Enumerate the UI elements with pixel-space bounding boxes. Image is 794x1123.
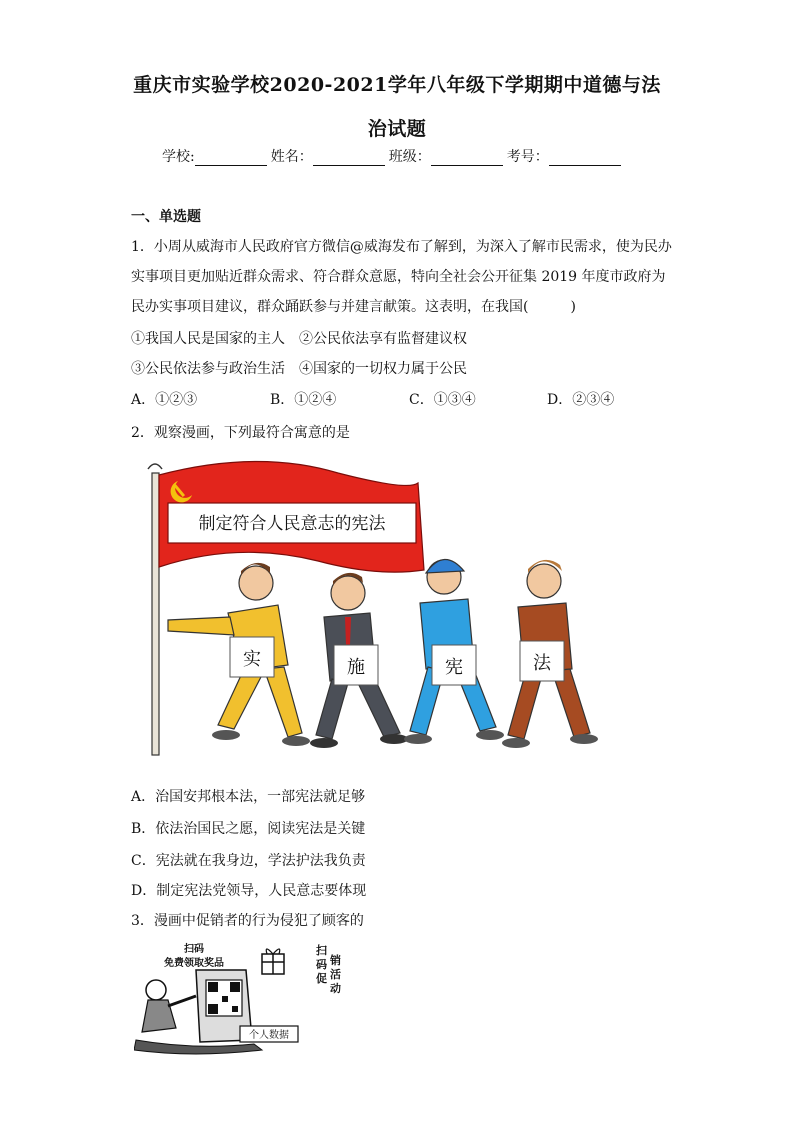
q3-stem: 3．漫画中促销者的行为侵犯了顾客的 bbox=[131, 913, 364, 929]
side-char: 动 bbox=[330, 982, 341, 995]
side-char: 促 bbox=[316, 972, 327, 985]
constitution-cartoon bbox=[138, 455, 608, 760]
exam-no-label: 考号： bbox=[506, 149, 549, 165]
doc-title-line1: 重庆市实验学校2020-2021学年八年级下学期期中道德与法 bbox=[133, 74, 661, 96]
q1-line: 实事项目更加贴近群众需求、符合群众意愿，特向全社会公开征集 2019 年度市政府为 bbox=[131, 269, 666, 285]
flag-text: 制定符合人民意志的宪法 bbox=[198, 514, 386, 534]
q1-line: 1．小周从威海市人民政府官方微信@威海发布了解到，为深入了解市民需求，使为民办 bbox=[131, 239, 672, 255]
sign-shi2 bbox=[334, 645, 378, 685]
student-info-row bbox=[162, 146, 625, 166]
q2-stem: 2．观察漫画，下列最符合寓意的是 bbox=[131, 425, 350, 441]
section-heading: 一、单选题 bbox=[131, 209, 201, 225]
sign-text: 法 bbox=[533, 653, 551, 674]
exam-no-blank[interactable] bbox=[549, 151, 621, 166]
q1-statement: ③公民依法参与政治生活 ④国家的一切权力属于公民 bbox=[131, 361, 467, 377]
q1-option-d[interactable]: D．②③④ bbox=[547, 392, 615, 408]
cartoon-text: 个人数据 bbox=[249, 1030, 289, 1041]
q1-option-a[interactable]: A．①②③ bbox=[131, 392, 198, 408]
sign-fa bbox=[520, 641, 564, 681]
doc-title-line2: 治试题 bbox=[367, 118, 427, 140]
q1-option-b[interactable]: B．①②④ bbox=[270, 392, 337, 408]
sign-xian bbox=[432, 645, 476, 685]
side-char: 活 bbox=[330, 968, 341, 981]
q2-option-b[interactable]: B．依法治国民之愿，阅读宪法是关键 bbox=[131, 821, 366, 837]
school-label: 学校: bbox=[162, 149, 195, 165]
name-blank[interactable] bbox=[313, 151, 385, 166]
side-char: 扫 bbox=[316, 944, 327, 957]
q1-statement: ①我国人民是国家的主人 ②公民依法享有监督建议权 bbox=[131, 331, 467, 347]
sign-text: 宪 bbox=[445, 657, 463, 678]
cartoon-side-text bbox=[316, 943, 341, 995]
class-label: 班级： bbox=[388, 149, 431, 165]
sign-shi bbox=[230, 637, 274, 677]
sign-text: 施 bbox=[347, 657, 365, 678]
sign-text: 实 bbox=[243, 649, 261, 670]
class-blank[interactable] bbox=[431, 151, 503, 166]
q2-option-c[interactable]: C．宪法就在我身边，学法护法我负责 bbox=[131, 853, 366, 869]
cartoon-text: 免费领取奖品 bbox=[164, 958, 224, 969]
cartoon-text: 扫码 bbox=[184, 944, 204, 955]
q2-option-d[interactable]: D．制定宪法党领导，人民意志要体现 bbox=[131, 883, 367, 899]
name-label: 姓名： bbox=[270, 149, 313, 165]
side-char: 销 bbox=[330, 954, 341, 967]
scan-promo-cartoon bbox=[134, 940, 344, 1055]
q2-option-a[interactable]: A．治国安邦根本法，一部宪法就足够 bbox=[131, 789, 366, 805]
q1-option-c[interactable]: C．①③④ bbox=[409, 392, 476, 408]
side-char: 码 bbox=[316, 958, 327, 971]
q1-line: 民办实事项目建议，群众踊跃参与并建言献策。这表明，在我国( ) bbox=[131, 299, 576, 315]
school-blank[interactable] bbox=[195, 151, 267, 166]
